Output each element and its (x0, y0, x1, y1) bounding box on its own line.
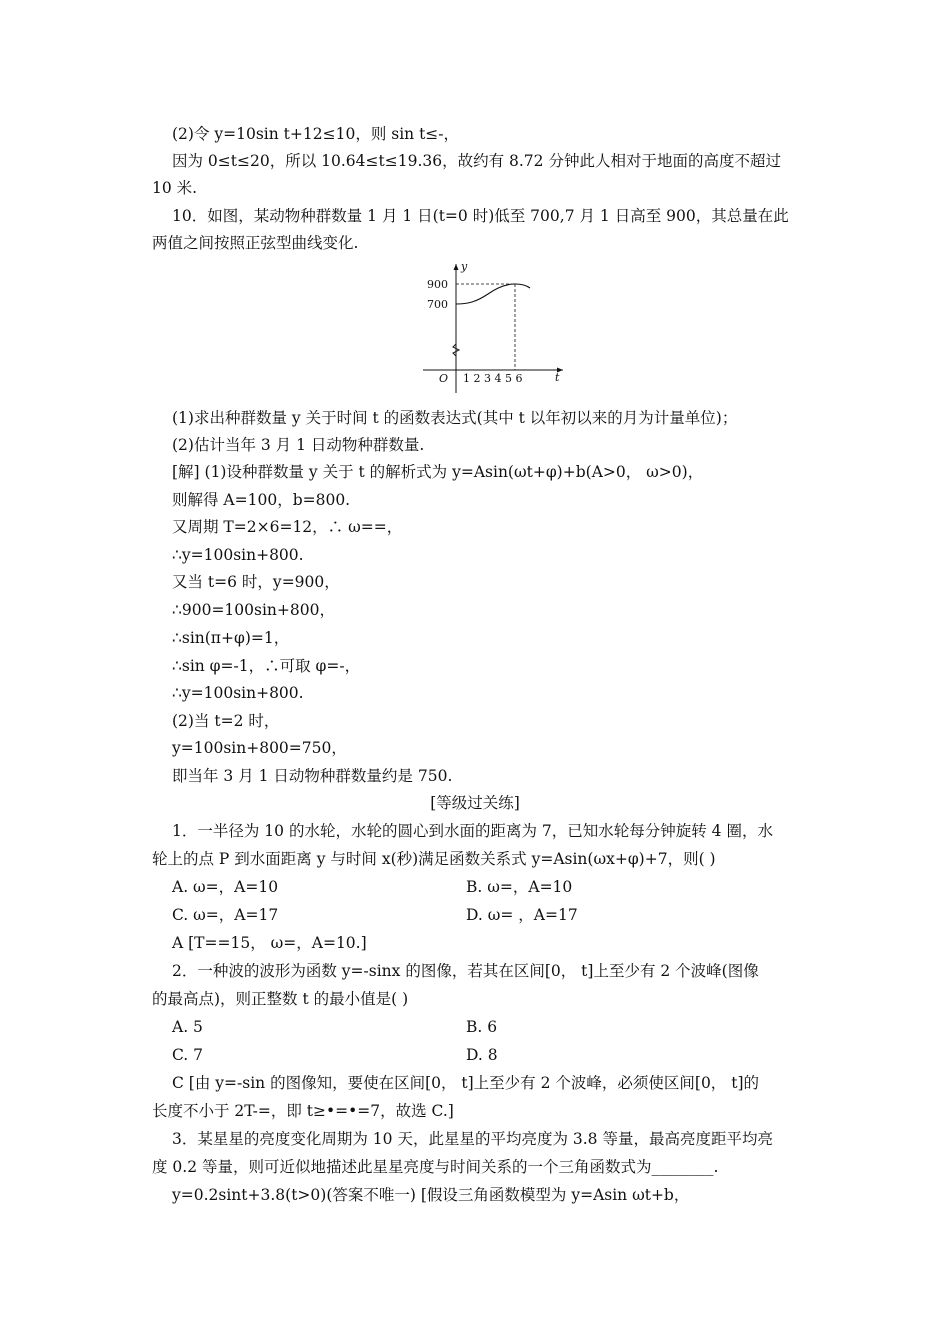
text-line: 长度不小于 2T-=，即 t≥•=•=7，故选 C.] (152, 1102, 454, 1120)
choice-b: B. 6 (466, 1018, 498, 1036)
choice-b: B. ω=，A=10 (466, 878, 573, 896)
y-axis-arrow (454, 264, 459, 270)
sine-curve-figure (418, 258, 568, 403)
choice-c: C. ω=，A=17 (172, 906, 279, 924)
choice-a: A. ω=，A=10 (172, 878, 279, 896)
text-line: ∴sin(π+φ)=1， (172, 629, 290, 647)
answer-line: C [由 y=-sin 的图像知，要使在区间[0， t]上至少有 2 个波峰，必须使区间[0， t]的 (172, 1074, 760, 1092)
text-line: ∴sin φ=-1，∴可取 φ=-， (172, 657, 361, 675)
text-line: 2．一种波的波形为函数 y=-sinx 的图像，若其在区间[0， t]上至少有 2 个波峰(图像 (172, 962, 759, 980)
text-line: (2)令 y=10sin t+12≤10，则 sin t≤-， (172, 125, 460, 143)
text-line: [解] (1)设种群数量 y 关于 t 的解析式为 y=Asin(ωt+φ)+b(A>0， ω>0)， (172, 463, 704, 481)
sine-curve (456, 284, 530, 304)
y-axis-label: y (461, 260, 468, 273)
text-line: 3．某星星的亮度变化周期为 10 天，此星星的平均亮度为 3.8 等量，最高亮度距平均亮 (172, 1130, 773, 1148)
answer-line: y=0.2sint+3.8(t>0)(答案不唯一) [假设三角函数模型为 y=Asin ωt+b， (172, 1186, 690, 1204)
text-line: y=100sin+800=750， (172, 739, 347, 757)
text-line: ∴y=100sin+800. (172, 546, 304, 564)
t-axis-label: t (555, 371, 560, 384)
text-line: ∴y=100sin+800. (172, 684, 304, 702)
choice-d: D. 8 (466, 1046, 498, 1064)
tick-label-900: 900 (427, 278, 448, 291)
origin-label: O (438, 372, 448, 385)
tick-label-700: 700 (427, 298, 448, 311)
text-line: 即当年 3 月 1 日动物种群数量约是 750. (172, 767, 453, 785)
text-line: (2)当 t=2 时， (172, 712, 280, 730)
text-line: 又周期 T=2×6=12，∴ ω==， (172, 518, 403, 536)
choice-a: A. 5 (172, 1018, 203, 1036)
choice-d: D. ω= ，A=17 (466, 906, 578, 924)
text-line: 因为 0≤t≤20，所以 10.64≤t≤19.36，故约有 8.72 分钟此人相对于地面的高度不超过 (172, 152, 781, 170)
text-line: 则解得 A=100，b=800. (172, 491, 351, 509)
text-line: 的最高点)，则正整数 t 的最小值是( ) (152, 990, 409, 1008)
text-line: 度 0.2 等量，则可近似地描述此星星亮度与时间关系的一个三角函数式为________. (152, 1158, 719, 1176)
text-line: (1)求出种群数量 y 关于时间 t 的函数表达式(其中 t 以年初以来的月为计量单位)； (172, 409, 738, 427)
text-line: 两值之间按照正弦型曲线变化. (152, 234, 359, 252)
choice-c: C. 7 (172, 1046, 204, 1064)
text-line: 10 米. (152, 179, 198, 197)
answer-line: A [T==15， ω=，A=10.] (172, 934, 367, 952)
t-tick-labels: 1 2 3 4 5 6 (463, 372, 523, 385)
text-line: (2)估计当年 3 月 1 日动物种群数量. (172, 436, 425, 454)
text-line: 10．如图，某动物种群数量 1 月 1 日(t=0 时)低至 700,7 月 1 日高至 900，其总量在此 (172, 207, 789, 225)
section-heading: [等级过关练] (430, 794, 520, 812)
text-line: 1．一半径为 10 的水轮，水轮的圆心到水面的距离为 7，已知水轮每分钟旋转 4 圈，水 (172, 822, 773, 840)
text-line: 轮上的点 P 到水面距离 y 与时间 x(秒)满足函数关系式 y=Asin(ωx+φ)+7，则( ) (152, 850, 716, 868)
text-line: ∴900=100sin+800， (172, 601, 335, 619)
text-line: 又当 t=6 时，y=900， (172, 573, 340, 591)
